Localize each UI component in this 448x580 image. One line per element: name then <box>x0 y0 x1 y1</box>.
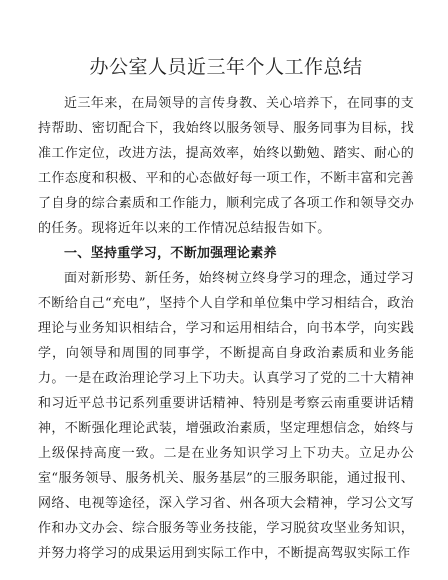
section-paragraph: 面对新形势、新任务，始终树立终身学习的理念，通过学习不断给自己“充电”，坚持个人自学和单位集中学习相结合，政治理论与业务知识相结合，学习和运用相结合，向书本学，向实践学，向领导和周围的同事学，不断提高自身政治素质和业务能力。一是在政治理论学习上下功夫。认真学习了党的二十大精神和习近平总书记系列重要讲话精神、特别是考察云南重要讲话精神，不断强化理论武装，增强政治素质，坚定理想信念，始终与上级保持高度一致。二是在业务知识学习上下功夫。立足办公室“服务领导、服务机关、服务基层”的三服务职能，通过报刊、网络、电视等途径，深入学习省、州各项大会精神，学习公文写作和办文办会、综合服务等业务技能，学习脱贫攻坚业务知识，并努力将学习的成果运用到实际工作中，不断提高驾驭实际工作 <box>38 271 414 561</box>
section-heading: 一、坚持重学习，不断加强理论素养 <box>64 246 277 261</box>
intro-paragraph: 近三年来，在局领导的言传身教、关心培养下，在同事的支持帮助、密切配合下，我始终以服务领导、服务同事为目标，找准工作定位，改进方法，提高效率，始终以勤勉、踏实、耐心的工作态度和积极、平和的心态做好每一项工作，不断丰富和完善了自身的综合素质和工作能力，顺利完成了各项工作和领导交办的任务。现将近年以来的工作情况总结报告如下。 <box>38 96 414 236</box>
document-title: 办公室人员近三年个人工作总结 <box>89 56 363 78</box>
